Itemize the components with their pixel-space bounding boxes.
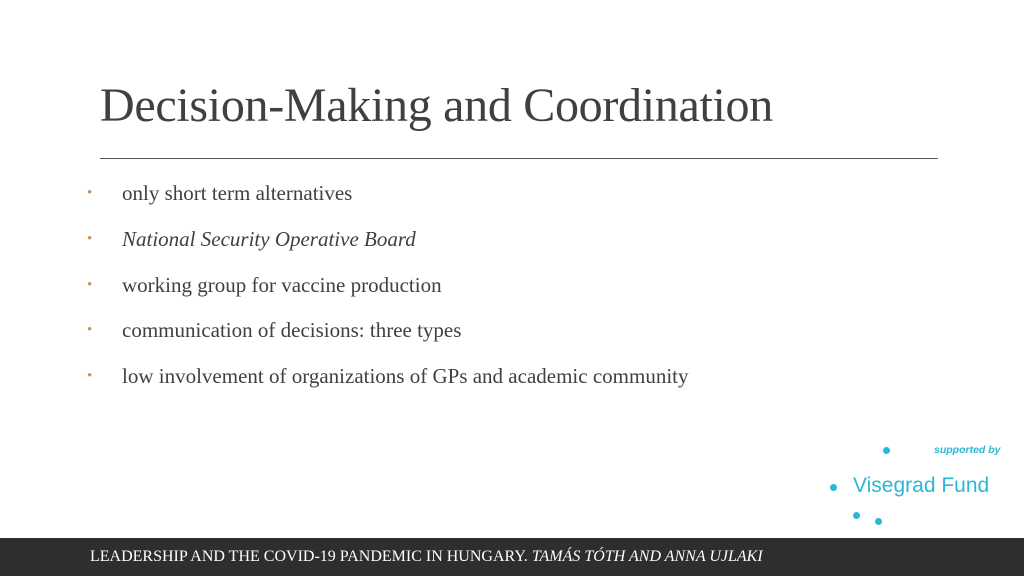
bullet-list [87,181,689,410]
visegrad-fund-logo [820,438,1020,536]
logo-dot-icon [830,484,837,491]
footer-text [90,548,763,566]
bullet-text: National Security Operative Board [122,226,416,251]
bullet-marker: • [87,185,93,201]
fund-name: Visegrad Fund [853,474,990,497]
bullet-text: only short term alternatives [122,181,353,205]
bullet-item [87,273,689,319]
bullet-item [87,227,689,273]
bullet-item [87,181,689,227]
bullet-text: working group for vaccine production [122,272,442,297]
bullet-text: communication of decisions: three types [122,318,462,343]
bullet-marker: • [87,368,93,385]
footer-authors: TAMÁS TÓTH AND ANNA UJLAKI [531,548,763,565]
bullet-marker: • [87,230,93,247]
logo-dot-icon [853,512,860,519]
footer-bar [0,538,1024,576]
slide-title: Decision-Making and Coordination [100,79,773,132]
logo-dot-icon [875,518,882,525]
supported-by-label: supported by [934,444,1001,456]
title-divider [100,158,938,159]
bullet-marker: • [87,276,93,293]
footer-title: LEADERSHIP AND THE COVID-19 PANDEMIC IN HUNGARY. [90,548,532,565]
bullet-text: low involvement of organizations of GPs and academic community [122,364,689,389]
bullet-item [87,318,689,364]
bullet-item [87,364,689,410]
logo-dot-icon [883,447,890,454]
bullet-marker: • [87,322,93,339]
